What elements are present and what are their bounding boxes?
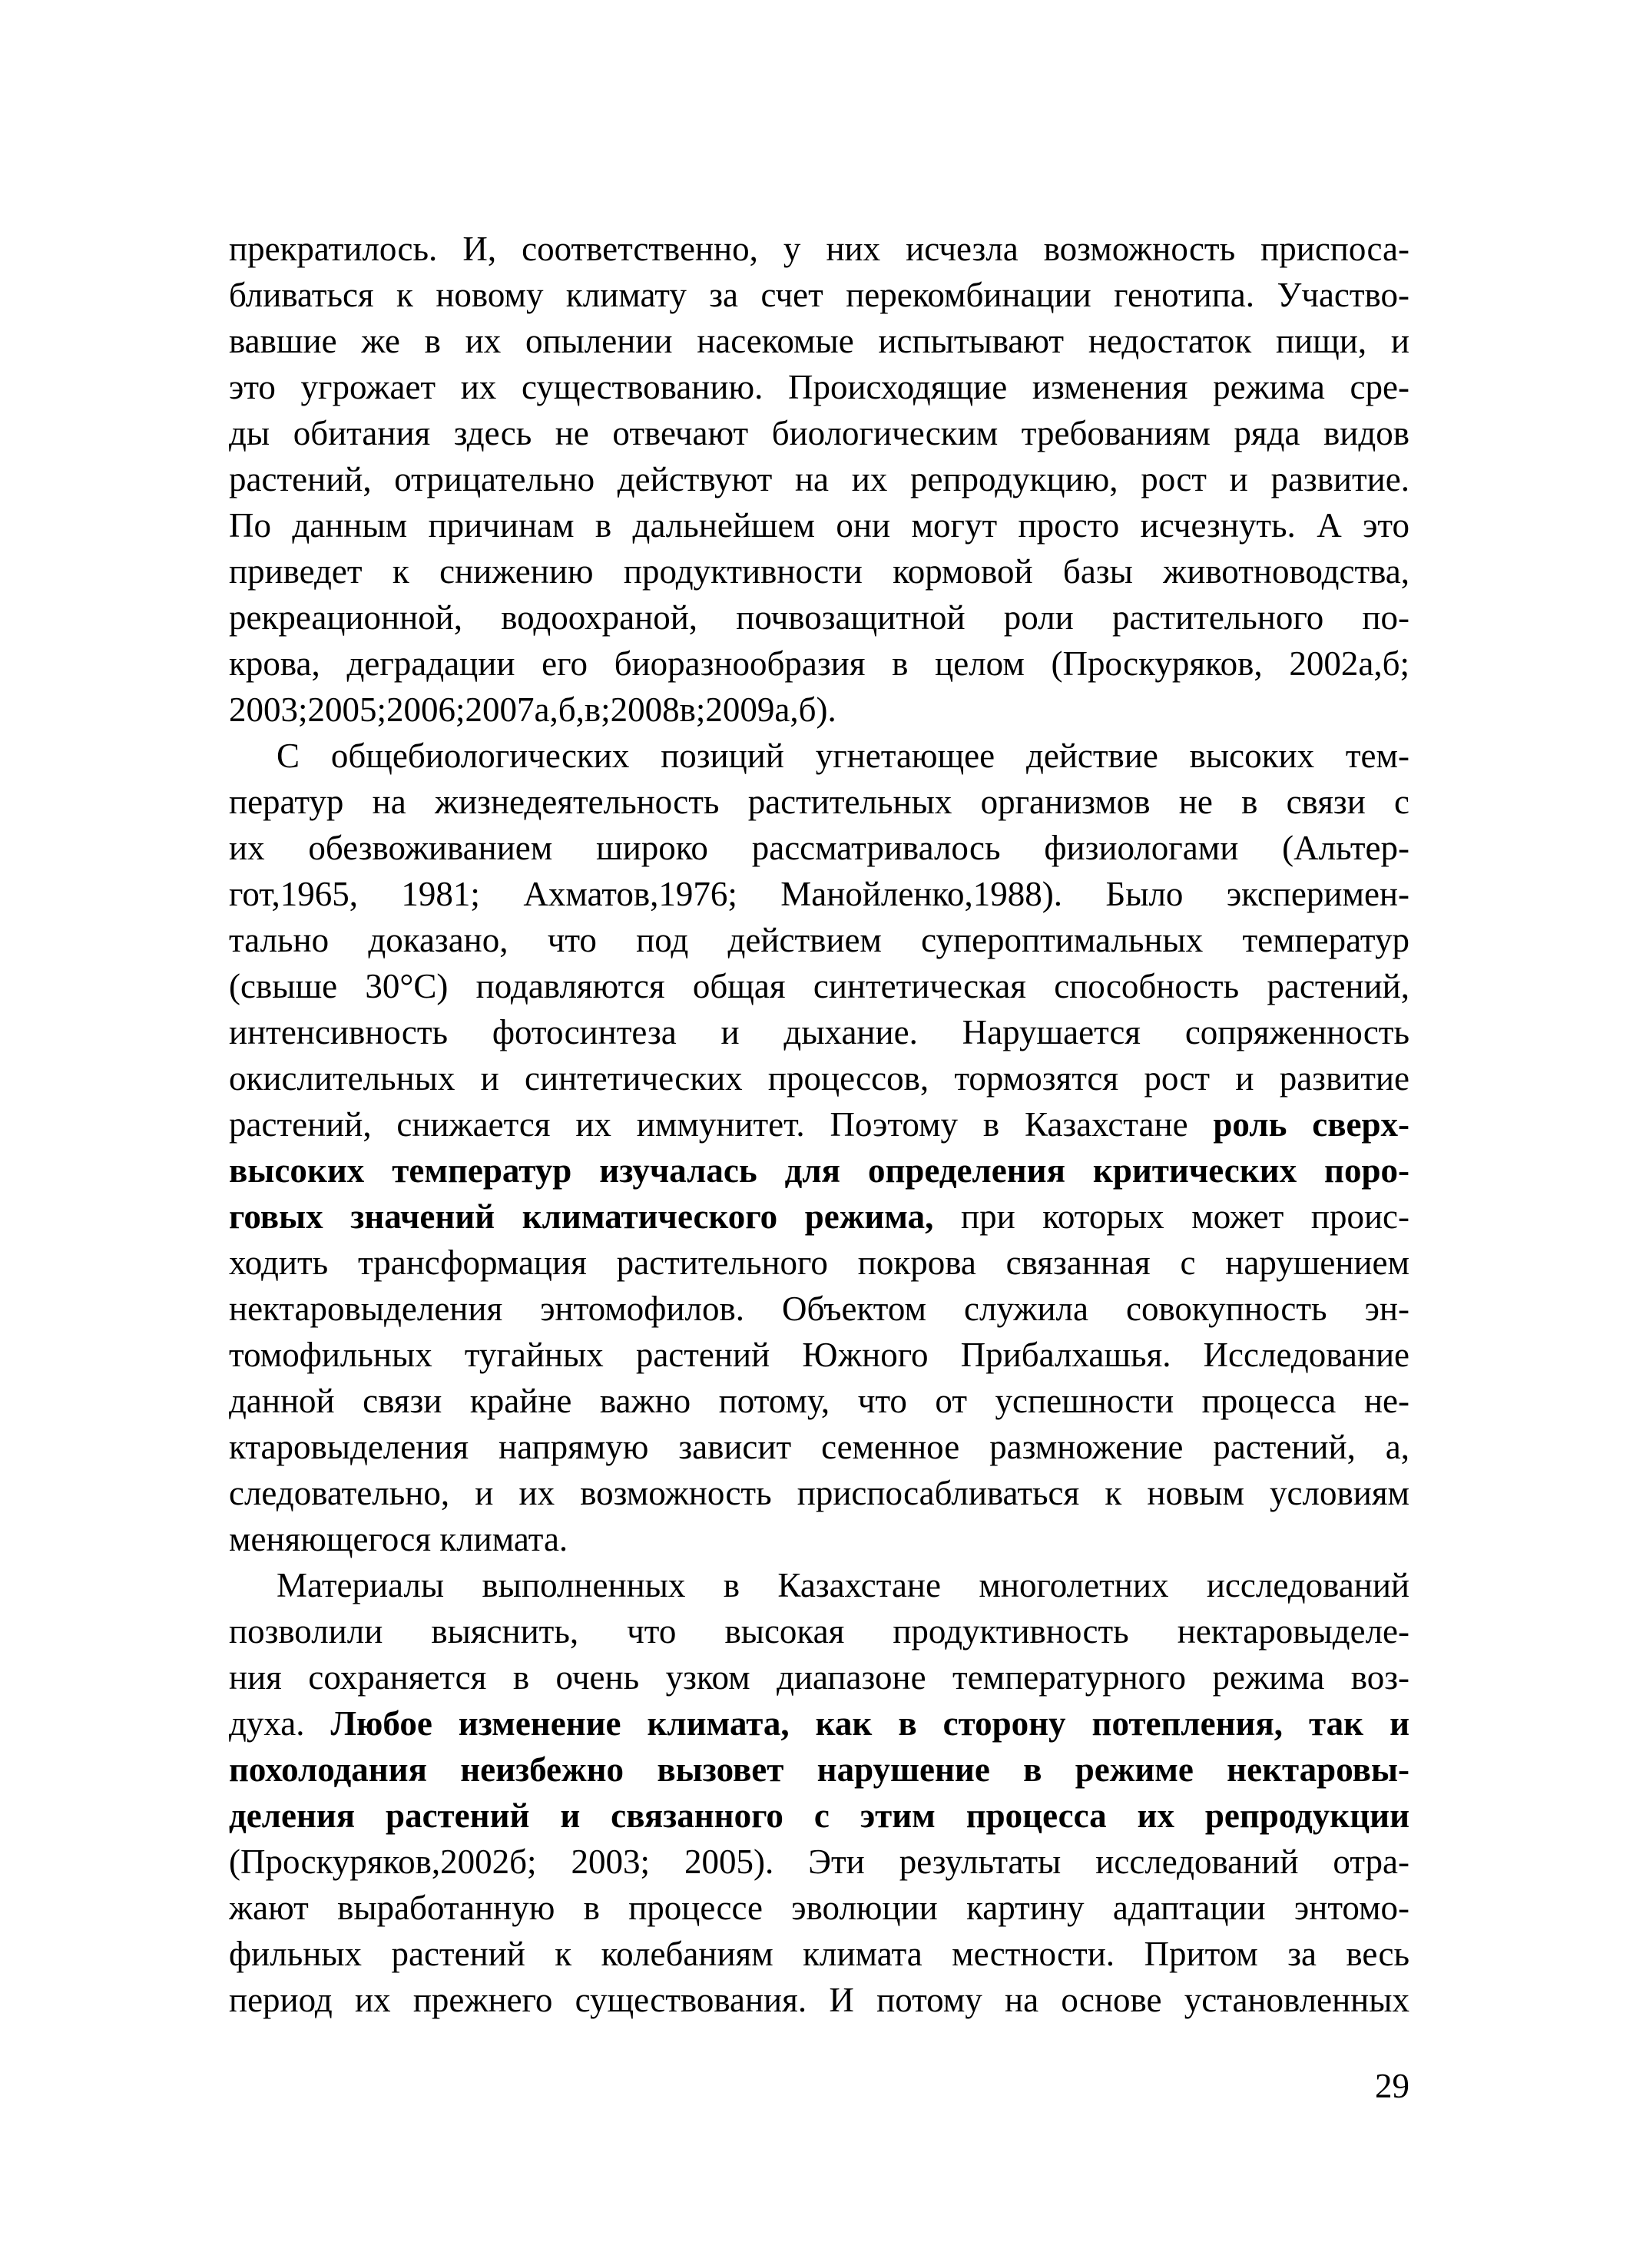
text-segment: растений, отрицательно действуют на их репродукцию, рост и развитие. xyxy=(229,460,1409,498)
text-line xyxy=(229,1608,1409,1654)
text-segment: жают выработанную в процессе эволюции картину адаптации энтомо- xyxy=(229,1889,1409,1927)
text-segment: 2003;2005;2006;2007а,б,в;2008в;2009а,б). xyxy=(229,690,836,729)
text-segment: период их прежнего существования. И потому на основе установленных xyxy=(229,1981,1409,2019)
text-segment: Материалы выполненных в Казахстане многолетних исследований xyxy=(277,1566,1409,1604)
text-segment: приведет к снижению продуктивности кормовой базы животноводства, xyxy=(229,552,1409,591)
text-line xyxy=(229,1424,1409,1470)
text-line xyxy=(229,963,1409,1009)
text-segment: их обезвоживанием широко рассматривалось физиологами (Альтер- xyxy=(229,829,1409,867)
bold-text-segment: роль сверх- xyxy=(1213,1105,1409,1144)
text-line xyxy=(229,1055,1409,1101)
text-segment: позволили выяснить, что высокая продуктивность нектаровыделе- xyxy=(229,1612,1409,1651)
text-segment: интенсивность фотосинтеза и дыхание. Нарушается сопряженность xyxy=(229,1013,1409,1051)
text-line xyxy=(229,318,1409,364)
text-line xyxy=(229,502,1409,548)
text-line xyxy=(229,1747,1409,1793)
text-segment: крова, деградации его биоразнообразия в целом (Проскуряков, 2002а,б; xyxy=(229,644,1409,683)
text-segment: ды обитания здесь не отвечают биологическим требованиям ряда видов xyxy=(229,414,1409,452)
bold-text-segment: высоких температур изучалась для определения критических поро- xyxy=(229,1151,1409,1190)
text-segment: бливаться к новому климату за счет перекомбинации генотипа. Участво- xyxy=(229,276,1409,314)
text-segment: гот,1965, 1981; Ахматов,1976; Манойленко,1988). Было эксперимен- xyxy=(229,875,1409,913)
bold-text-segment: Любое изменение климата, как в сторону потепления, так и xyxy=(330,1704,1409,1743)
text-segment: это угрожает их существованию. Происходящие изменения режима сре- xyxy=(229,368,1409,406)
text-segment: окислительных и синтетических процессов, тормозятся рост и развитие xyxy=(229,1059,1409,1098)
text-line xyxy=(229,1977,1409,2023)
text-line xyxy=(229,1516,1409,1562)
text-line xyxy=(229,1101,1409,1147)
text-segment: томофильных тугайных растений Южного Прибалхашья. Исследование xyxy=(229,1336,1409,1374)
text-segment: при которых может проис- xyxy=(933,1197,1409,1236)
page-number: 29 xyxy=(1375,2067,1409,2105)
text-line xyxy=(229,641,1409,687)
text-line xyxy=(229,1931,1409,1977)
text-segment: ктаровыделения напрямую зависит семенное размножение растений, а, xyxy=(229,1428,1409,1466)
text-segment: С общебиологических позиций угнетающее действие высоких тем- xyxy=(277,737,1409,775)
text-segment: ператур на жизнедеятельность растительных организмов не в связи с xyxy=(229,783,1409,821)
text-segment: меняющегося климата. xyxy=(229,1520,568,1558)
text-segment: нектаровыделения энтомофилов. Объектом служила совокупность эн- xyxy=(229,1290,1409,1328)
text-line xyxy=(229,226,1409,272)
text-segment: фильных растений к колебаниям климата местности. Притом за весь xyxy=(229,1935,1409,1973)
text-segment: (Проскуряков,2002б; 2003; 2005). Эти результаты исследований отра- xyxy=(229,1843,1409,1881)
text-line xyxy=(229,917,1409,963)
text-line xyxy=(229,410,1409,456)
text-line xyxy=(229,364,1409,410)
text-segment: вавшие же в их опылении насекомые испытывают недостаток пищи, и xyxy=(229,322,1409,360)
text-line xyxy=(229,1194,1409,1240)
text-line xyxy=(229,1562,1409,1608)
text-segment: ходить трансформация растительного покрова связанная с нарушением xyxy=(229,1243,1409,1282)
text-segment: растений, снижается их иммунитет. Поэтому в Казахстане xyxy=(229,1105,1214,1144)
text-line xyxy=(229,456,1409,502)
bold-text-segment: похолодания неизбежно вызовет нарушение в режиме нектаровы- xyxy=(229,1750,1409,1789)
text-line xyxy=(229,733,1409,779)
text-line xyxy=(229,825,1409,871)
text-line xyxy=(229,1885,1409,1931)
text-segment: По данным причинам в дальнейшем они могут просто исчезнуть. А это xyxy=(229,506,1409,545)
text-line xyxy=(229,272,1409,318)
text-segment: духа. xyxy=(229,1704,331,1743)
text-segment: следовательно, и их возможность приспосабливаться к новым условиям xyxy=(229,1474,1409,1512)
text-line xyxy=(229,594,1409,641)
text-line xyxy=(229,1240,1409,1286)
text-line xyxy=(229,687,1409,733)
text-segment: (свыше 30°С) подавляются общая синтетическая способность растений, xyxy=(229,967,1409,1005)
text-line xyxy=(229,1286,1409,1332)
text-segment: рекреационной, водоохраной, почвозащитной роли растительного по- xyxy=(229,598,1409,637)
bold-text-segment: деления растений и связанного с этим процесса их репродукции xyxy=(229,1796,1409,1835)
body-text xyxy=(229,226,1409,2023)
text-segment: тально доказано, что под действием супероптимальных температур xyxy=(229,921,1409,959)
text-line xyxy=(229,1009,1409,1055)
text-line xyxy=(229,1147,1409,1194)
text-line xyxy=(229,779,1409,825)
text-line xyxy=(229,1839,1409,1885)
text-segment: ния сохраняется в очень узком диапазоне температурного режима воз- xyxy=(229,1658,1409,1697)
text-line xyxy=(229,1332,1409,1378)
text-segment: данной связи крайне важно потому, что от успешности процесса не- xyxy=(229,1382,1409,1420)
text-line xyxy=(229,1378,1409,1424)
text-line xyxy=(229,1793,1409,1839)
text-line xyxy=(229,1470,1409,1516)
text-segment: прекратилось. И, соответственно, у них исчезла возможность приспоса- xyxy=(229,230,1409,268)
bold-text-segment: говых значений климатического режима, xyxy=(229,1197,934,1236)
text-line xyxy=(229,871,1409,917)
text-line xyxy=(229,1700,1409,1747)
text-line xyxy=(229,1654,1409,1700)
text-line xyxy=(229,548,1409,594)
